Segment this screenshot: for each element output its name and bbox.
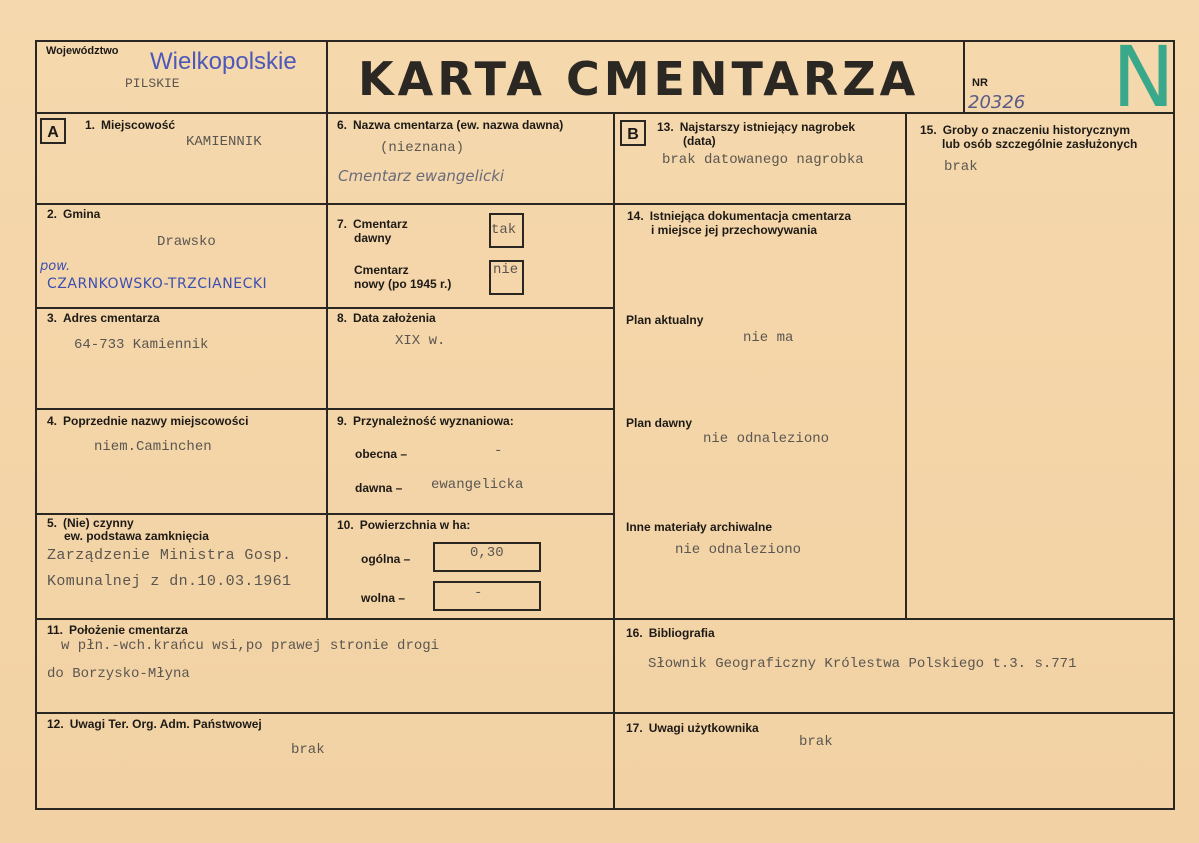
field-9-label: 9. Przynależność wyznaniowa: — [337, 414, 514, 428]
field-6-hand-value: Cmentarz ewangelicki — [338, 167, 505, 185]
field-16-value: Słownik Geograficzny Królestwa Polskiego t.3. s.771 — [648, 656, 1077, 672]
field-15-label: 15. Groby o znaczeniu historycznym — [920, 123, 1131, 137]
field-12-label: 12. Uwagi Ter. Org. Adm. Państwowej — [47, 717, 262, 731]
field-3-label: 3. Adres cmentarza — [47, 311, 160, 325]
field-5-sublabel: ew. podstawa zamknięcia — [64, 529, 209, 543]
wolna-label: wolna – — [361, 591, 406, 605]
inne-label: Inne materiały archiwalne — [626, 520, 773, 534]
field-12-value: brak — [291, 742, 325, 758]
field-17-value: brak — [799, 734, 833, 750]
obecna-label: obecna – — [355, 447, 408, 461]
divider — [35, 618, 1175, 620]
divider — [326, 40, 328, 620]
field-11-value-2: do Borzysko-Młyna — [47, 666, 190, 682]
frame-right — [1173, 40, 1175, 810]
divider — [963, 40, 965, 114]
plan-dawny-value: nie odnaleziono — [703, 431, 830, 447]
field-5-label: 5. (Nie) czynny — [47, 516, 134, 530]
dawny-value: tak — [491, 222, 517, 238]
field-13-label-2: (data) — [683, 134, 716, 148]
field-5-value-2: Komunalnej z dn.10.03.1961 — [47, 573, 292, 590]
obecna-value: - — [494, 443, 503, 459]
field-14-label-2: i miejsce jej przechowywania — [651, 223, 818, 237]
frame-left — [35, 40, 37, 810]
divider — [613, 203, 907, 205]
field-16-label: 16. Bibliografia — [626, 626, 715, 640]
field-13-value: brak datowanego nagrobka — [662, 152, 864, 168]
field-15-label-2: lub osób szczególnie zasłużonych — [942, 137, 1138, 151]
inne-value: nie odnaleziono — [675, 542, 802, 558]
nr-label: NR — [972, 77, 988, 89]
field-3-value: 64-733 Kamiennik — [74, 337, 209, 353]
field-4-value: niem.Caminchen — [94, 439, 212, 455]
wojewodztwo-label: Województwo — [46, 45, 119, 57]
field-2-hand-prefix: pow. — [40, 259, 71, 274]
divider — [35, 712, 1175, 714]
field-6-label: 6. Nazwa cmentarza (ew. nazwa dawna) — [337, 118, 564, 132]
ogolna-value: 0,30 — [470, 545, 504, 561]
field-13-label: 13. Najstarszy istniejący nagrobek — [657, 120, 856, 134]
field-2-value: Drawsko — [157, 234, 216, 250]
section-b-marker: B — [620, 120, 646, 146]
field-5-value-1: Zarządzenie Ministra Gosp. — [47, 547, 292, 564]
frame-top — [35, 40, 1175, 42]
field-11-label: 11. Położenie cmentarza — [47, 623, 188, 637]
wojewodztwo-stamp: Wielkopolskie — [150, 48, 297, 75]
field-6-value: (nieznana) — [380, 140, 465, 156]
field-7-label-dawny: 7. Cmentarz — [337, 217, 408, 231]
wolna-value: - — [474, 585, 483, 601]
field-2-label: 2. Gmina — [47, 207, 101, 221]
field-8-label: 8. Data założenia — [337, 311, 436, 325]
field-10-label: 10. Powierzchnia w ha: — [337, 518, 471, 532]
field-1-label: 1. Miejscowość — [85, 118, 176, 132]
plan-aktualny-label: Plan aktualny — [626, 313, 704, 327]
field-7-label-nowy: Cmentarz — [354, 263, 409, 277]
wolna-box — [433, 581, 541, 611]
field-7-label-nowy-2: nowy (po 1945 r.) — [354, 277, 452, 291]
nr-value: 20326 — [968, 92, 1026, 113]
wojewodztwo-typed: PILSKIE — [125, 76, 180, 91]
ogolna-label: ogólna – — [361, 552, 411, 566]
divider — [35, 408, 615, 410]
frame-bottom — [35, 808, 1175, 810]
divider — [35, 203, 615, 205]
page-title: KARTA CMENTARZA — [358, 52, 920, 106]
field-1-value: KAMIENNIK — [186, 134, 262, 150]
divider — [35, 513, 615, 515]
field-7-label-dawny-2: dawny — [354, 231, 392, 245]
field-4-label: 4. Poprzednie nazwy miejscowości — [47, 414, 249, 428]
nr-letter: N — [1112, 28, 1175, 126]
divider — [905, 112, 907, 620]
dawna-value: ewangelicka — [431, 477, 524, 493]
field-8-value: XIX w. — [395, 333, 446, 349]
dawna-label: dawna – — [355, 481, 403, 495]
nowy-value: nie — [493, 262, 519, 278]
divider — [613, 112, 615, 810]
plan-aktualny-value: nie ma — [743, 330, 794, 346]
field-17-label: 17. Uwagi użytkownika — [626, 721, 759, 735]
section-a-marker: A — [40, 118, 66, 144]
field-11-value-1: w płn.-wch.krańcu wsi,po prawej stronie drogi — [61, 638, 440, 654]
field-2-hand-value: CZARNKOWSKO-TRZCIANECKI — [47, 276, 268, 292]
divider — [35, 307, 615, 309]
field-15-value: brak — [944, 159, 978, 175]
field-14-label: 14. Istniejąca dokumentacja cmentarza — [627, 209, 852, 223]
plan-dawny-label: Plan dawny — [626, 416, 693, 430]
